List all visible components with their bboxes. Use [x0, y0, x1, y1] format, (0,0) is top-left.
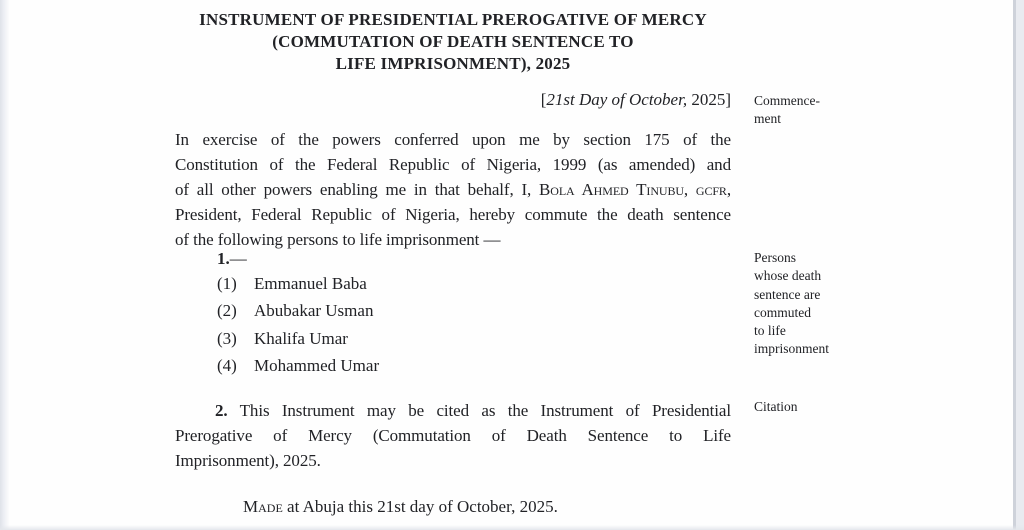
enacting-paragraph — [175, 127, 731, 252]
person-name: Emmanuel Baba — [254, 274, 367, 293]
title-line-2: (COMMUTATION OF DEATH SENTENCE TO — [272, 32, 634, 51]
page-bottom-edge — [0, 525, 1024, 530]
list-item — [217, 356, 379, 383]
page-right-edge-shadow — [1016, 0, 1024, 530]
paragraph-text: of all other powers enabling me in that behalf, I, — [175, 180, 540, 199]
margin-note-persons — [754, 249, 874, 359]
paragraph-line: Constitution of the Federal Republic of Nigeria, 1999 (as amended) and — [175, 155, 731, 174]
paragraph-text: This Instrument may be cited as the Instrument of Presidential — [227, 401, 731, 420]
margin-note-commencement — [754, 92, 874, 129]
president-name: Bola Ahmed Tinubu, gcfr — [539, 180, 727, 199]
margin-note-line: sentence are — [754, 286, 821, 302]
citation-paragraph — [175, 398, 731, 473]
list-item — [217, 329, 379, 356]
margin-note-citation — [754, 398, 874, 416]
margin-note-line: Persons — [754, 250, 797, 265]
paragraph-line: Imprisonment), 2025. — [175, 451, 321, 470]
date-italic-text: 21st Day of October, — [546, 90, 688, 109]
paragraph-line: of the following persons to life imprisonment — — [175, 230, 501, 249]
date-year: 2025] — [687, 90, 731, 109]
person-number: (3) — [217, 328, 237, 348]
margin-note-line: Commence- — [754, 93, 820, 108]
paragraph-line: Prerogative of Mercy (Commutation of Death Sentence to Life — [175, 426, 731, 445]
title-line-1: INSTRUMENT OF PRESIDENTIAL PREROGATIVE OF MERCY — [199, 10, 707, 29]
margin-note-line: Citation — [754, 399, 798, 414]
person-number: (2) — [217, 301, 237, 321]
section-2-number: 2. — [215, 401, 228, 420]
page-left-edge — [0, 0, 10, 530]
section-1-heading — [217, 249, 247, 269]
document-title — [175, 9, 731, 75]
paragraph-text: , — [726, 180, 731, 199]
section-1-number: 1. — [217, 249, 230, 268]
margin-note-line: to life — [754, 323, 786, 339]
person-name: Mohammed Umar — [254, 356, 380, 376]
commuted-persons-list — [217, 274, 379, 384]
made-at-line — [243, 497, 558, 517]
person-name: Abubakar Usman — [254, 301, 374, 321]
list-item — [217, 274, 379, 301]
margin-note-line: ment — [754, 111, 781, 127]
paragraph-line — [175, 398, 731, 423]
person-number: (4) — [217, 356, 237, 376]
person-number: (1) — [217, 274, 237, 293]
paragraph-line: In exercise of the powers conferred upon me by section 175 of the — [175, 130, 731, 149]
margin-note-line: commuted — [754, 304, 811, 320]
title-line-3: LIFE IMPRISONMENT), 2025 — [335, 54, 571, 73]
date-open-bracket: [ — [540, 90, 547, 109]
commencement-date — [175, 90, 731, 110]
margin-note-line: whose death — [754, 268, 822, 284]
made-rest: at Abuja this 21st day of October, 2025. — [282, 497, 558, 516]
paragraph-line — [175, 177, 731, 202]
paragraph-line: President, Federal Republic of Nigeria, hereby commute the death sentence — [175, 205, 731, 224]
margin-note-line: imprisonment — [754, 341, 829, 357]
made-smallcaps: Made — [243, 497, 283, 516]
list-item — [217, 301, 379, 328]
section-1-dash: — — [229, 249, 247, 268]
person-name: Khalifa Umar — [254, 328, 348, 348]
